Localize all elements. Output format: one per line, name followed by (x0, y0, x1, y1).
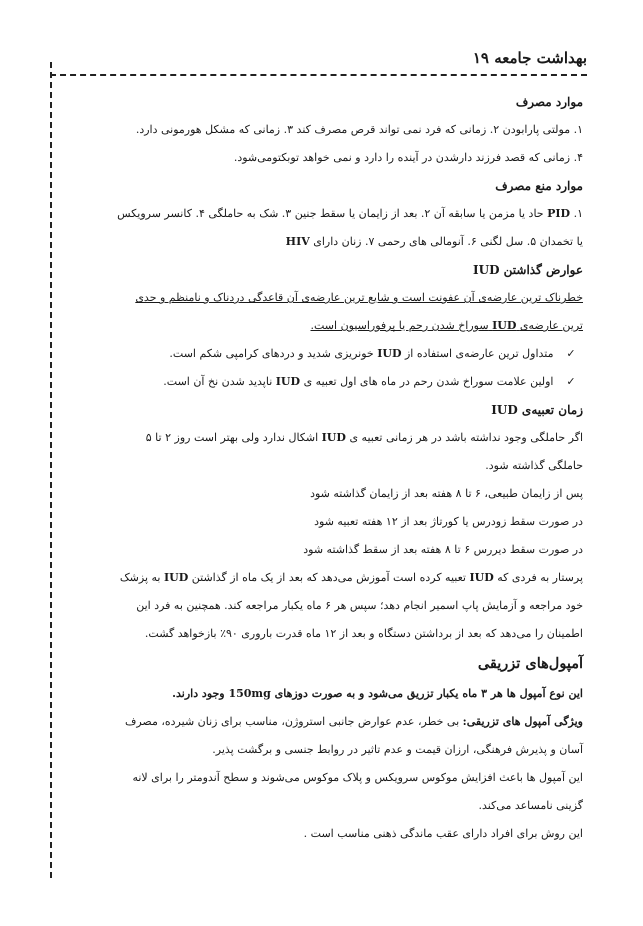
iud-timing-heading-text: زمان تعبیه‌ی (521, 403, 583, 417)
iud-effects-line2-pre: ترین عارضه‌ی (519, 319, 583, 332)
page-title: بهداشت جامعه ۱۹ (472, 49, 587, 67)
iud-timing-paragraph-2-line-1 (72, 564, 583, 592)
injections-effect-line-2: گزینی نامساعد می‌کند. (478, 799, 583, 812)
iud-effects-underlined-line-1: خطرناک ترین عارضه‌ی آن عفونت است و شایع ترین عارضه‌ی آن قاعدگی دردناک و نامنظم و حدی (135, 291, 583, 304)
check-icon: ✓ (566, 375, 576, 388)
header-dashed-rule (50, 74, 587, 76)
iud-effects-heading-term: IUD (472, 263, 500, 277)
section-heading-iud-effects (72, 256, 583, 284)
contraindications-text: حاد یا مزمن یا سابقه آن ۲. بعد از زایمان یا سقط جنین ۳. شک به حاملگی ۴. کانسر سرویکس (117, 207, 544, 220)
iud-timing-paragraph-1-line-2: حاملگی گذاشته شود. (485, 459, 583, 472)
side-dashed-rule (50, 62, 52, 878)
injections-features-line-2: آسان و پذیرش فرهنگی، ارزان قیمت و عدم تاثیر در روابط جنسی و برگشت پذیر. (212, 743, 583, 756)
timing-p2-pre: پرستار به فردی که (497, 571, 583, 584)
indications-line-1: ۱. مولتی پارابودن ۲. زمانی که فرد نمی تواند قرص مصرف کند ۳. زمانی که مشکل هورمونی دارد. (135, 123, 583, 136)
section-heading-contraindications: موارد منع مصرف (495, 179, 583, 193)
iud-term: IUD (321, 431, 346, 444)
iud-timing-item-2: در صورت سقط زودرس یا کورتاژ بعد از ۱۲ هفته تعبیه شود (314, 515, 583, 528)
pid-term: PID (547, 207, 571, 220)
hiv-term: HIV (285, 235, 310, 248)
injections-features-text: بی خطر، عدم عوارض جانبی استروژن، مناسب برای زنان شیرده، مصرف (124, 715, 460, 728)
iud-effects-bullet-1 (72, 340, 583, 368)
page-header (50, 48, 587, 76)
injections-features-label: ویژگی آمپول های تزریقی: (462, 715, 583, 728)
injections-dose: 150mg (228, 687, 271, 700)
check-icon: ✓ (566, 347, 576, 360)
section-heading-injections: آمپول‌های تزریقی (477, 655, 583, 672)
iud-timing-paragraph-1-line-1 (72, 424, 583, 452)
bullet2-post: ناپدید شدن نخ آن است. (163, 375, 273, 388)
iud-effects-bullet-2 (72, 368, 583, 396)
iud-term: IUD (492, 319, 517, 332)
iud-timing-paragraph-2-line-2: خود مراجعه و آزمایش پاپ اسمیر انجام دهد؛ سپس هر ۶ ماه یکبار مراجعه کند. همچنین به فرد این (136, 599, 583, 612)
section-heading-iud-timing (72, 396, 583, 424)
injections-final-line: این روش برای افراد دارای عقب ماندگی ذهنی مناسب است . (303, 827, 583, 840)
injections-bold-line (72, 680, 583, 708)
iud-term: IUD (377, 347, 402, 360)
iud-effects-underlined-line-2 (72, 312, 583, 340)
contraindications-number: ۱. (573, 207, 583, 220)
section-heading-indications: موارد مصرف (515, 95, 583, 109)
contraindications-line-2 (72, 228, 583, 256)
injections-bold-pre: این نوع آمپول ها هر ۳ ماه یکبار تزریق می‌شود و به صورت دوزهای (274, 687, 583, 700)
contraindications-text-2: یا تخمدان ۵. سل لگنی ۶. آنومالی های رحمی ۷. زنان دارای (313, 235, 583, 248)
injections-bold-post: وجود دارند. (172, 687, 225, 700)
iud-term: IUD (163, 571, 189, 584)
page-content (72, 88, 583, 848)
injections-effect-line-1: این آمپول ها باعث افزایش موکوس سرویکس و پلاک موکوس می‌شوند و سطح آندومتر را برای لانه (132, 771, 583, 784)
iud-term: IUD (469, 571, 494, 584)
timing-p2-post: به پزشک (119, 571, 161, 584)
iud-timing-heading-term: IUD (491, 403, 518, 417)
bullet2-pre: اولین علامت سوراخ شدن رحم در ماه های اول تعبیه ی (303, 375, 554, 388)
iud-timing-item-3: در صورت سقط دیررس ۶ تا ۸ هفته بعد از سقط گذاشته شود (303, 543, 583, 556)
contraindications-line-1 (72, 200, 583, 228)
iud-timing-paragraph-2-line-3: اطمینان را می‌دهد که بعد از برداشتن دستگاه و بعد از ۱۲ ماه قدرت باروری ۹۰٪ بازخواهد گشت. (144, 627, 583, 640)
bullet1-pre: متداول ترین عارضه‌ی استفاده از (404, 347, 554, 360)
injections-features-line-1 (72, 708, 583, 736)
bullet1-post: خونریزی شدید و دردهای کرامپی شکم است. (169, 347, 374, 360)
iud-effects-heading-text: عوارض گذاشتن (503, 263, 583, 277)
iud-term: IUD (275, 375, 301, 388)
iud-effects-line2-post: سوراخ شدن رحم یا پرفوراسیون است. (310, 319, 489, 332)
timing-p1-post: اشکال ندارد ولی بهتر است روز ۲ تا ۵ (145, 431, 319, 444)
iud-timing-item-1: پس از زایمان طبیعی، ۶ تا ۸ هفته بعد از زایمان گذاشته شود (310, 487, 583, 500)
timing-p2-mid: تعبیه کرده است آموزش می‌دهد که بعد از یک ماه از گذاشتن (191, 571, 466, 584)
indications-line-2: ۴. زمانی که قصد فرزند دارشدن در آینده را دارد و نمی خواهد توبکتومی‌شود. (233, 151, 583, 164)
timing-p1-pre: اگر حاملگی وجود نداشته باشد در هر زمانی تعبیه ی (349, 431, 583, 444)
